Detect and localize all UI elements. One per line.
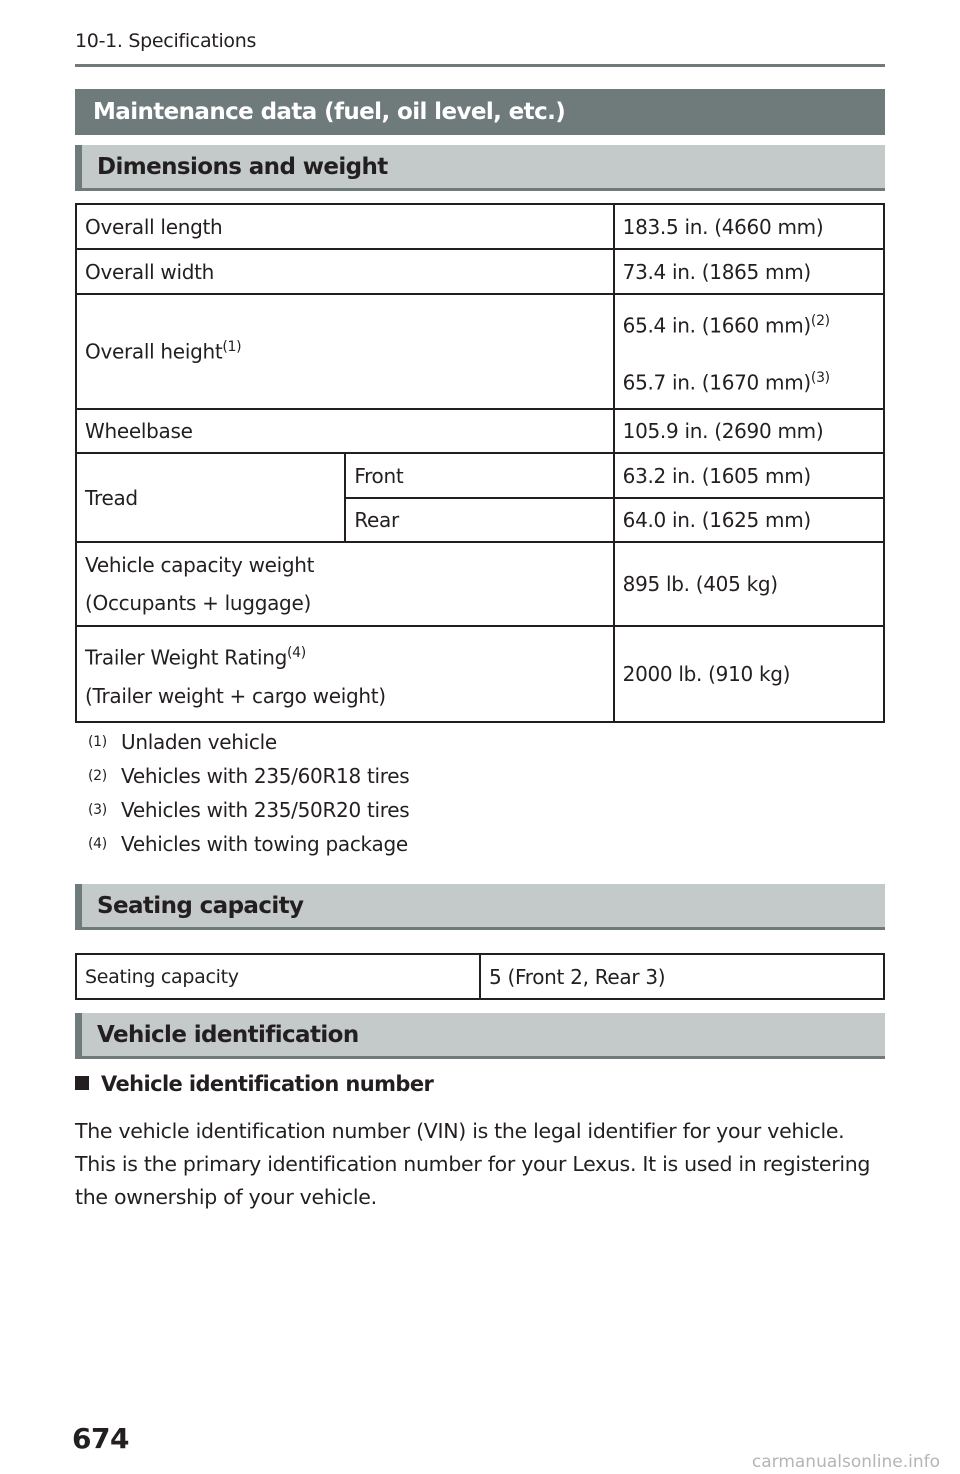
footnote-ref: (1): [222, 339, 242, 356]
footnote-text: Vehicles with 235/50R20 tires: [121, 798, 410, 822]
footnote: [88, 762, 409, 796]
overall-height-label-cell: [76, 294, 614, 409]
square-bullet-icon: [75, 1076, 89, 1090]
footnote-marker: (3): [88, 802, 107, 818]
overall-height-value-2: 65.7 in. (1670 mm): [622, 370, 811, 395]
table-row: [76, 204, 884, 249]
footnote-marker: (4): [88, 836, 107, 852]
footnote: [88, 830, 409, 864]
overall-height-label: Overall height: [85, 339, 223, 364]
footnote: [88, 796, 409, 830]
footnote: [88, 728, 409, 762]
table-row: [76, 542, 884, 626]
footnote-ref: (4): [286, 644, 306, 661]
overall-length-value: 183.5 in. (4660 mm): [614, 204, 884, 249]
vin-subheading: Vehicle identification number: [101, 1072, 434, 1096]
table-row: [76, 626, 884, 722]
trailer-weight-value: 2000 lb. (910 kg): [614, 626, 884, 722]
dimensions-section-heading: Dimensions and weight: [75, 145, 885, 191]
overall-height-value-cell: [614, 294, 884, 409]
tread-rear-label: Rear: [345, 498, 613, 542]
vehicle-capacity-label: Vehicle capacity weight: [85, 553, 315, 578]
tread-label: Tread: [76, 453, 345, 542]
overall-width-label: Overall width: [76, 249, 614, 294]
seating-capacity-label: Seating capacity: [76, 954, 480, 999]
chapter-banner: Maintenance data (fuel, oil level, etc.): [75, 89, 885, 135]
overall-width-value: 73.4 in. (1865 mm): [614, 249, 884, 294]
footnote-text: Vehicles with 235/60R18 tires: [121, 764, 410, 788]
footnote-text: Vehicles with towing package: [121, 832, 408, 856]
running-header: 10-1. Specifications: [75, 30, 257, 52]
footnote-text: Unladen vehicle: [121, 730, 277, 754]
header-rule: [75, 64, 885, 67]
overall-height-value-1: 65.4 in. (1660 mm): [622, 313, 811, 338]
table-row: [76, 453, 884, 498]
footnote-marker: (2): [88, 768, 107, 784]
footnotes: [88, 728, 409, 864]
tread-front-value: 63.2 in. (1605 mm): [614, 453, 884, 498]
footnote-ref: (2): [810, 313, 830, 329]
vin-subheading-row: [75, 1072, 433, 1096]
table-row: [76, 409, 884, 453]
tread-front-label: Front: [345, 453, 613, 498]
vin-body-text: The vehicle identification number (VIN) is the legal identifier for your vehicle. This is the primary identification number for your Lexus. It is used in registering the ownership of your vehicle.: [75, 1119, 871, 1209]
page-number: 674: [72, 1422, 129, 1455]
trailer-weight-label: Trailer Weight Rating: [85, 645, 287, 670]
table-row: [76, 954, 884, 999]
vehicle-capacity-label-cell: [76, 542, 614, 626]
overall-length-label: Overall length: [76, 204, 614, 249]
wheelbase-label: Wheelbase: [76, 409, 614, 453]
seating-section-heading: Seating capacity: [75, 884, 885, 930]
vehicle-capacity-value: 895 lb. (405 kg): [614, 542, 884, 626]
vehicle-capacity-sublabel: (Occupants + luggage): [85, 591, 311, 616]
footnote-ref: (3): [810, 369, 830, 386]
footnote-marker: (1): [88, 734, 107, 750]
vehicle-identification-heading: Vehicle identification: [75, 1013, 885, 1059]
seating-capacity-value: 5 (Front 2, Rear 3): [480, 954, 884, 999]
trailer-weight-sublabel: (Trailer weight + cargo weight): [85, 683, 386, 708]
table-row: [76, 294, 884, 409]
trailer-label-cell: [76, 626, 614, 722]
seating-table: [75, 953, 885, 1000]
wheelbase-value: 105.9 in. (2690 mm): [614, 409, 884, 453]
table-row: [76, 249, 884, 294]
watermark: carmanualsonline.info: [751, 1452, 940, 1472]
dimensions-table: [75, 203, 885, 723]
tread-rear-value: 64.0 in. (1625 mm): [614, 498, 884, 542]
